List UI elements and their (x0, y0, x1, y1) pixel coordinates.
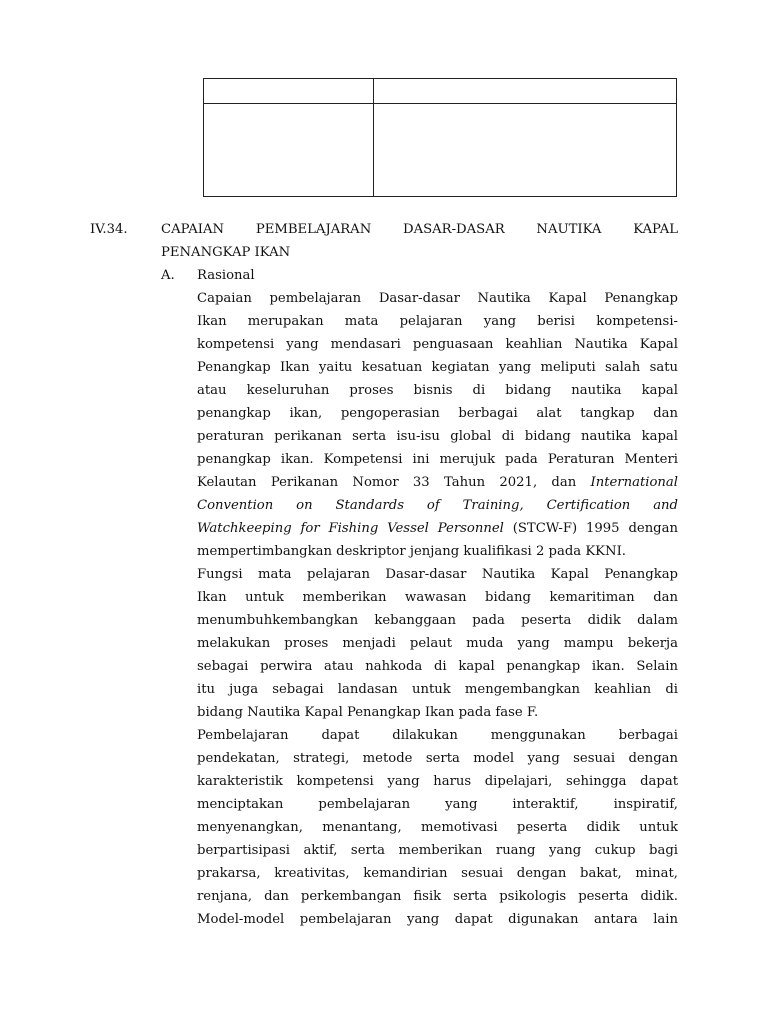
section-title-line: PENANGKAP IKAN (161, 245, 291, 260)
text-line: Penangkap Ikan yaitu kesatuan kegiatan yang meliputi salah satu (197, 360, 678, 375)
subsection-letter: A. (161, 268, 175, 283)
text-line: Pembelajaran dapat dilakukan menggunakan berbagai (197, 728, 678, 743)
italic-text: Watchkeeping for Fishing Vessel Personnel (197, 521, 504, 536)
text-line: Capaian pembelajaran Dasar-dasar Nautika Kapal Penangkap (197, 291, 678, 306)
section-title (161, 218, 678, 264)
text-line (197, 494, 678, 517)
text-line: renjana, dan perkembangan fisik serta psikologis peserta didik. (197, 889, 678, 904)
section-number: IV.34. (90, 222, 128, 237)
text-run: Kelautan Perikanan Nomor 33 Tahun 2021, dan (197, 475, 591, 490)
text-line: menyenangkan, menantang, memotivasi peserta didik untuk (197, 820, 678, 835)
text-line: atau keseluruhan proses bisnis di bidang nautika kapal (197, 383, 678, 398)
table-cell (204, 79, 374, 104)
text-line: penangkap ikan. Kompetensi ini merujuk pada Peraturan Menteri (197, 452, 678, 467)
table-cell (374, 79, 677, 104)
text-line (197, 517, 678, 540)
text-line: menciptakan pembelajaran yang interaktif, inspiratif, (197, 797, 678, 812)
text-line: Model-model pembelajaran yang dapat digunakan antara lain (197, 912, 678, 927)
text-line: Fungsi mata pelajaran Dasar-dasar Nautika Kapal Penangkap (197, 567, 678, 582)
text-line: mempertimbangkan deskriptor jenjang kualifikasi 2 pada KKNI. (197, 544, 626, 559)
text-line: menumbuhkembangkan kebanggaan pada peserta didik dalam (197, 613, 678, 628)
italic-text: Convention on Standards of Training, Certification and (197, 498, 678, 513)
text-line: pendekatan, strategi, metode serta model yang sesuai dengan (197, 751, 678, 766)
text-line (197, 471, 678, 494)
empty-table (203, 78, 677, 197)
table-cell (204, 104, 374, 197)
text-line: itu juga sebagai landasan untuk mengembangkan keahlian di (197, 682, 678, 697)
text-line: Ikan merupakan mata pelajaran yang berisi kompetensi- (197, 314, 678, 329)
text-line: kompetensi yang mendasari penguasaan keahlian Nautika Kapal (197, 337, 678, 352)
text-line: Ikan untuk memberikan wawasan bidang kemaritiman dan (197, 590, 678, 605)
section-title-line: CAPAIAN PEMBELAJARAN DASAR-DASAR NAUTIKA KAPAL (161, 222, 678, 237)
text-line: peraturan perikanan serta isu-isu global di bidang nautika kapal (197, 429, 678, 444)
text-line: berpartisipasi aktif, serta memberikan ruang yang cukup bagi (197, 843, 678, 858)
text-line: penangkap ikan, pengoperasian berbagai alat tangkap dan (197, 406, 678, 421)
text-line: prakarsa, kreativitas, kemandirian sesuai dengan bakat, minat, (197, 866, 678, 881)
table-cell (374, 104, 677, 197)
subsection-title: Rasional (197, 268, 255, 283)
text-line: karakteristik kompetensi yang harus dipelajari, sehingga dapat (197, 774, 678, 789)
paragraph (197, 563, 678, 724)
text-line: melakukan proses menjadi pelaut muda yang mampu bekerja (197, 636, 678, 651)
paragraph (197, 287, 678, 563)
italic-text: International (590, 475, 678, 490)
body-text (197, 287, 678, 931)
text-line: bidang Nautika Kapal Penangkap Ikan pada fase F. (197, 705, 539, 720)
text-line: sebagai perwira atau nahkoda di kapal penangkap ikan. Selain (197, 659, 678, 674)
text-run: (STCW-F) 1995 dengan (503, 521, 678, 536)
paragraph (197, 724, 678, 931)
